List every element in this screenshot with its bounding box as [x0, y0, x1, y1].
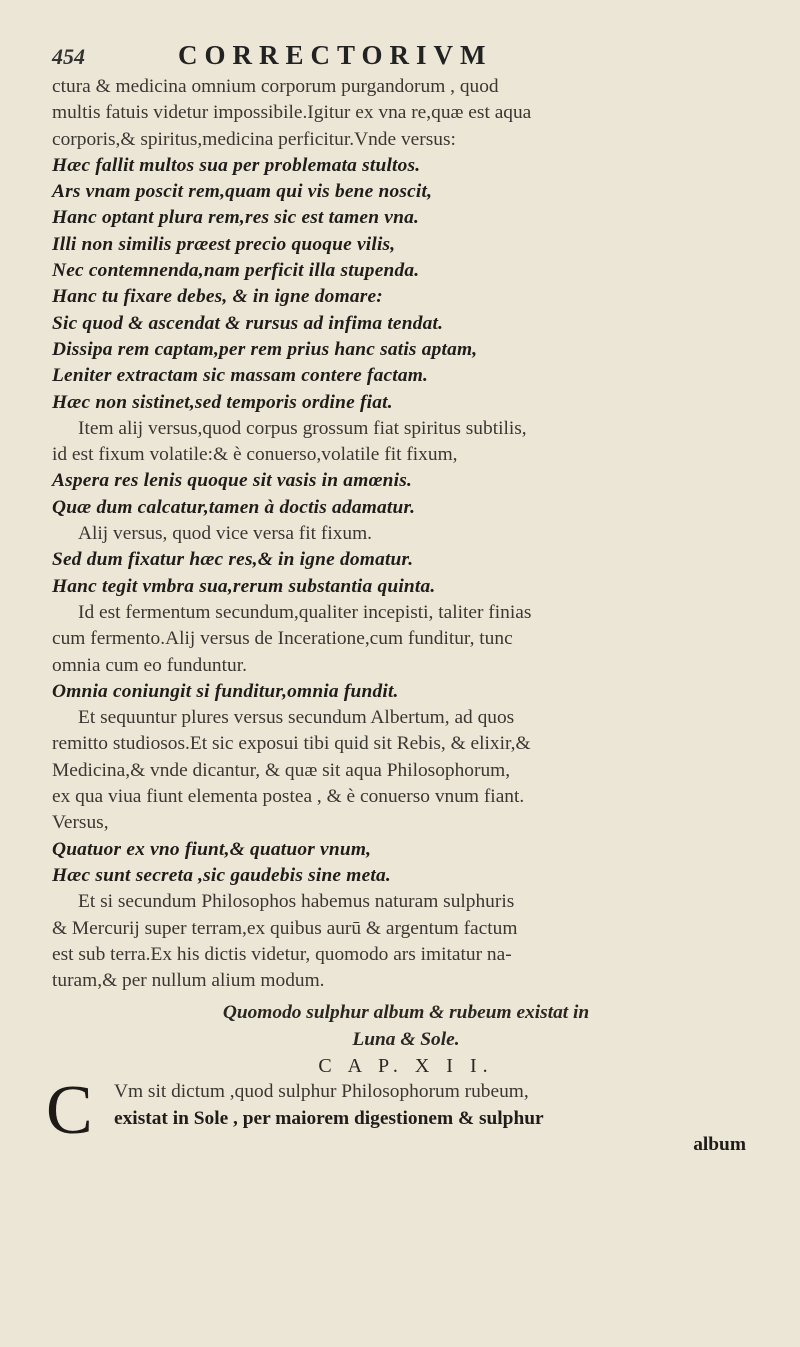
body-text: [46, 74, 760, 1158]
prose-line: corporis,& spiritus,medicina perficitur.Vnde versus:: [52, 128, 456, 150]
verse-line: Hæc sunt secreta ,sic gaudebis sine meta.: [52, 864, 391, 886]
prose-line: multis fatuis videtur impossibile.Igitur ex vna re,quæ est aqua: [52, 102, 532, 124]
prose-line: omnia cum eo funduntur.: [52, 654, 247, 676]
prose-line: Et sequuntur plures versus secundum Albertum, ad quos: [78, 707, 515, 729]
prose-line: & Mercurij super terram,ex quibus aurū & argentum factum: [52, 917, 518, 939]
section-heading-line-1: Quomodo sulphur album & rubeum existat in: [222, 1002, 590, 1024]
chapter-text-line-2: existat in Sole , per maiorem digestionem & sulphur: [114, 1107, 544, 1129]
prose-line: Et si secundum Philosophos habemus naturam sulphuris: [78, 891, 515, 913]
prose-line: turam,& per nullum alium modum.: [52, 970, 325, 992]
verse-line: Aspera res lenis quoque sit vasis in amœnis.: [52, 470, 413, 492]
prose-line: id est fixum volatile:& è conuerso,volatile fit fixum,: [52, 444, 458, 466]
catchword: album: [693, 1133, 746, 1155]
prose-line: Medicina,& vnde dicantur, & quæ sit aqua Philosophorum,: [52, 759, 511, 781]
section-heading-line-2: Luna & Sole.: [352, 1028, 460, 1050]
verse-line: Dissipa rem captam,per rem prius hanc satis aptam,: [52, 338, 478, 360]
verse-line: Nec contemnenda,nam perficit illa stupenda.: [52, 260, 420, 282]
verse-line: Sed dum fixatur hæc res,& in igne domatur.: [52, 549, 414, 571]
prose-line: remitto studiosos.Et sic exposui tibi quid sit Rebis, & elixir,&: [52, 733, 531, 755]
prose-line: Item alij versus,quod corpus grossum fiat spiritus subtilis,: [78, 417, 527, 439]
verse-line: Omnia coniungit si funditur,omnia fundit.: [52, 680, 399, 702]
prose-line: ex qua viua fiunt elementa postea , & è conuerso vnum fiant.: [52, 786, 525, 808]
verse-line: Hanc optant plura rem,res sic est tamen vna.: [52, 207, 420, 229]
prose-line: ctura & medicina omnium corporum purgandorum , quod: [52, 76, 499, 97]
verse-line: Illi non similis præest precio quoque vilis,: [52, 233, 396, 255]
verse-line: Ars vnam poscit rem,quam qui vis bene noscit,: [52, 181, 433, 203]
text-lines: [52, 74, 760, 994]
verse-line: Sic quod & ascendat & rursus ad infima tendat.: [52, 312, 444, 334]
verse-line: Hanc tegit vmbra sua,rerum substantia quinta.: [52, 575, 436, 597]
prose-line: cum fermento.Alij versus de Inceratione,cum funditur, tunc: [52, 628, 513, 650]
page-number: 454: [52, 44, 85, 69]
verse-line: Hæc fallit multos sua per problemata stultos.: [52, 154, 421, 176]
running-title: CORRECTORIVM: [178, 40, 493, 70]
verse-line: Hæc non sistinet,sed temporis ordine fiat.: [52, 391, 393, 413]
drop-cap-initial: C: [46, 1072, 93, 1150]
chapter-text-line-1: Vm sit dictum ,quod sulphur Philosophorum rubeum,: [114, 1081, 529, 1103]
prose-line: Versus,: [52, 812, 109, 834]
prose-line: Id est fermentum secundum,qualiter incepisti, taliter finias: [78, 601, 532, 623]
verse-line: Hanc tu fixare debes, & in igne domare:: [52, 286, 383, 308]
running-head: [52, 40, 760, 74]
prose-line: Alij versus, quod vice versa fit fixum.: [78, 523, 373, 545]
chapter-label: C A P. X I I.: [318, 1054, 494, 1077]
verse-line: Quæ dum calcatur,tamen à doctis adamatur.: [52, 496, 416, 518]
prose-line: est sub terra.Ex his dictis videtur, quomodo ars imitatur na-: [52, 943, 512, 965]
verse-line: Leniter extractam sic massam contere factam.: [52, 365, 429, 387]
verse-line: Quatuor ex vno fiunt,& quatuor vnum,: [52, 838, 372, 860]
